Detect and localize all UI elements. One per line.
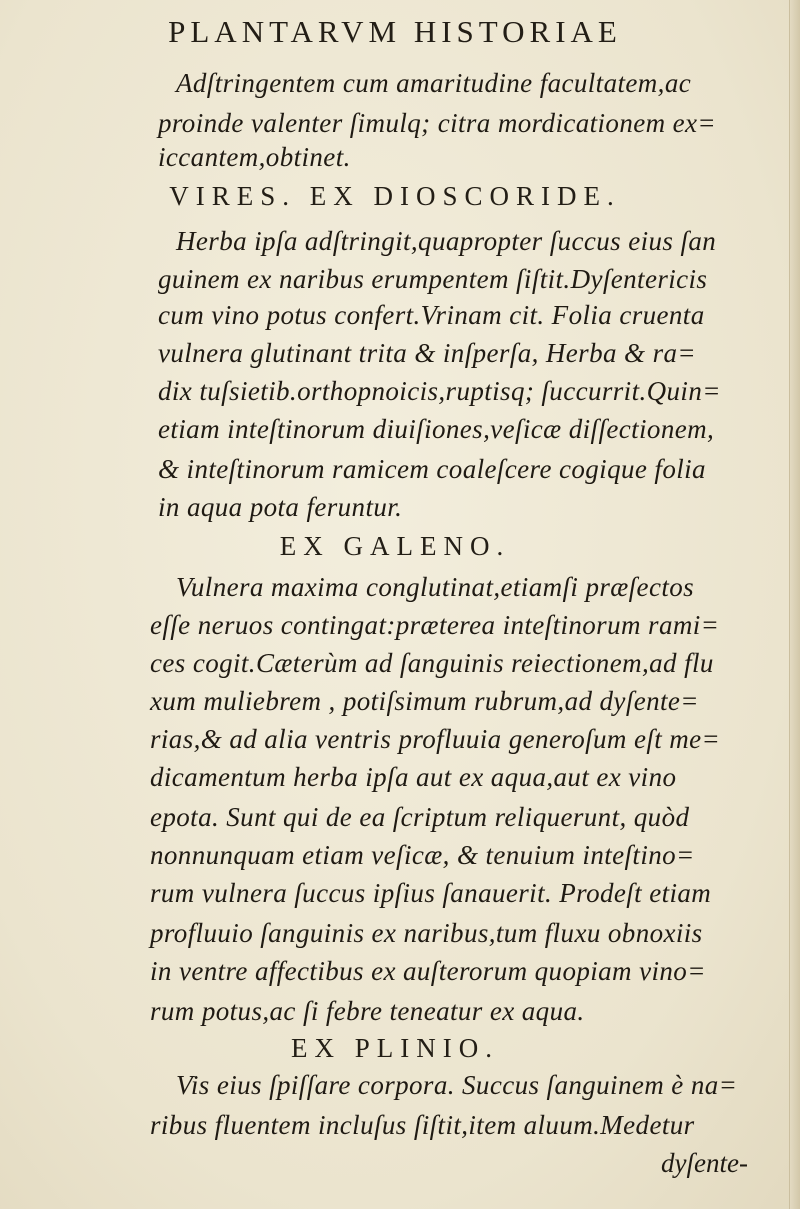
text-line: ribus fluentem incluſus ſiſtit,item aluum.Medetur: [150, 1110, 695, 1140]
section-heading-plinio: EX PLINIO.: [291, 1033, 499, 1063]
running-head: PLANTARVM HISTORIAE: [168, 14, 622, 49]
page-edge: [789, 0, 800, 1209]
text-line: in ventre affectibus ex auſterorum quopiam vino=: [150, 956, 706, 986]
text-line: Vis eius ſpiſſare corpora. Succus ſanguinem è na=: [176, 1070, 738, 1100]
text-line: guinem ex naribus erumpentem ſiſtit.Dyſentericis: [158, 264, 708, 294]
catchword: dyſente-: [661, 1148, 748, 1178]
text-line: epota. Sunt qui de ea ſcriptum reliquerunt, quòd: [150, 802, 690, 832]
text-line: nonnunquam etiam veſicæ, & tenuium inteſtino=: [150, 840, 695, 870]
text-line: xum muliebrem , potiſsimum rubrum,ad dyſente=: [150, 686, 699, 716]
text-line: Vulnera maxima conglutinat,etiamſi præſectos: [176, 572, 695, 602]
text-line: proinde valenter ſimulq; citra mordicationem ex=: [158, 108, 717, 138]
text-line: ces cogit.Cæterùm ad ſanguinis reiectionem,ad flu: [150, 648, 714, 678]
section-heading-galeno: EX GALENO.: [279, 531, 511, 561]
text-line: in aqua pota feruntur.: [158, 492, 403, 522]
text-line: dicamentum herba ipſa aut ex aqua,aut ex vino: [150, 762, 677, 792]
text-line: & inteſtinorum ramicem coaleſcere cogique folia: [158, 454, 706, 484]
section-heading-dioscoride: VIRES. EX DIOSCORIDE.: [169, 181, 621, 211]
text-line: rum vulnera ſuccus ipſius ſanauerit. Prodeſt etiam: [150, 878, 712, 908]
text-line: cum vino potus confert.Vrinam cit. Folia cruenta: [158, 300, 705, 330]
text-line: rias,& ad alia ventris profluuia generoſum eſt me=: [150, 724, 721, 754]
text-line: Adſtringentem cum amaritudine facultatem,ac: [176, 68, 692, 98]
text-line: eſſe neruos contingat:præterea inteſtinorum rami=: [150, 610, 720, 640]
text-line: etiam inteſtinorum diuiſiones,veſicæ diſſectionem,: [158, 414, 715, 444]
text-line: rum potus,ac ſi febre teneatur ex aqua.: [150, 996, 585, 1026]
text-line: iccantem,obtinet.: [158, 142, 351, 172]
text-line: vulnera glutinant trita & inſperſa, Herba & ra=: [158, 338, 697, 368]
text-line: profluuio ſanguinis ex naribus,tum fluxu obnoxiis: [150, 918, 703, 948]
text-line: Herba ipſa adſtringit,quapropter ſuccus eius ſan: [176, 226, 717, 256]
text-line: dix tuſsietib.orthopnoicis,ruptisq; ſuccurrit.Quin=: [158, 376, 721, 406]
